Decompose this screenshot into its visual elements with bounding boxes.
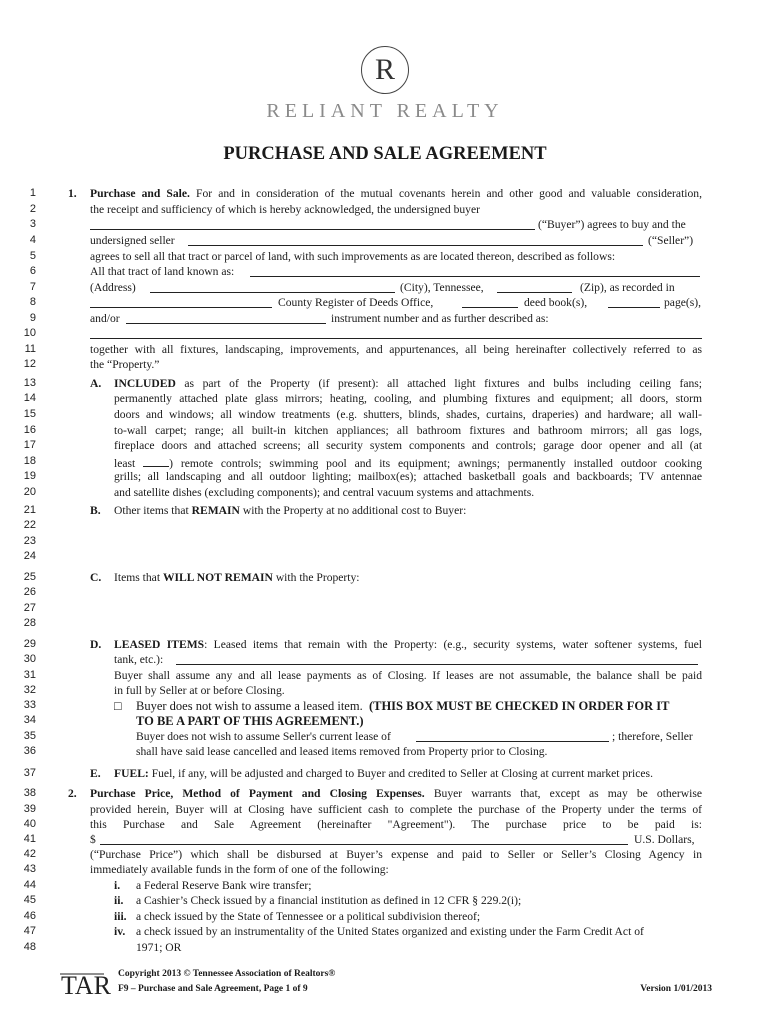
line-46: a check issued by the State of Tennessee or a political subdivision thereof;	[136, 910, 481, 923]
line-40: this Purchase and Sale Agreement (hereinafter "Agreement"). The purchase price to be paid is:	[90, 818, 702, 831]
line-number: 13	[23, 377, 36, 389]
item-c-label: C.	[90, 571, 102, 584]
property-description-field[interactable]	[90, 338, 702, 339]
line-number: 11	[24, 343, 36, 355]
item-d-heading: LEASED ITEMS	[114, 638, 205, 651]
line-39: provided herein, Buyer will at Closing have sufficient cash to complete the purchase of the Property under the terms of	[90, 803, 702, 816]
line-number: 30	[23, 653, 36, 665]
leased-items-field[interactable]	[176, 664, 698, 665]
line-number: 38	[23, 787, 36, 799]
line-number: 7	[29, 281, 36, 293]
footer-copyright: Copyright 2013 © Tennessee Association of Realtors®	[118, 969, 336, 979]
line-number: 18	[23, 455, 36, 467]
line-number: 26	[23, 586, 36, 598]
line-12: the “Property.”	[90, 358, 160, 371]
line-7-city: (City), Tennessee,	[400, 281, 484, 294]
line-48: 1971; OR	[136, 941, 182, 954]
line-19: grills; all landscaping and all outdoor lighting; mailbox(es); attached basketball goals and backboards; TV antennae	[114, 470, 702, 483]
tar-logo-text: TAR	[61, 971, 111, 1000]
line-3: (“Buyer”) agrees to buy and the	[538, 218, 686, 231]
logo-company-name: RELIANT REALTY	[266, 100, 504, 122]
line-2: the receipt and sufficiency of which is hereby acknowledged, the undersigned buyer	[90, 203, 480, 216]
line-number: 22	[23, 519, 36, 531]
remote-count-field[interactable]	[143, 455, 169, 467]
line-number: 17	[23, 439, 36, 451]
line-8-county: County Register of Deeds Office,	[278, 296, 434, 309]
line-number: 29	[23, 638, 36, 650]
line-35-a: Buyer does not wish to assume Seller's current lease of	[136, 730, 391, 743]
line-number: 28	[23, 617, 36, 629]
line-9-instrument: instrument number and as further described as:	[331, 312, 549, 325]
line-number: 40	[23, 818, 36, 830]
line-47: a check issued by an instrumentality of the United States organized and existing under the Farm Credit Act of	[136, 925, 644, 938]
line-37-text: Fuel, if any, will be adjusted and charged to Buyer and credited to Seller at Closing at current market prices.	[151, 767, 653, 780]
line-number: 48	[23, 941, 36, 953]
line-33-a: Buyer does not wish to assume a leased item.	[136, 699, 363, 713]
line-4-label: undersigned seller	[90, 234, 175, 247]
line-number: 43	[23, 863, 36, 875]
section-2-number: 2.	[68, 787, 77, 800]
line-number: 12	[23, 358, 36, 370]
section-1-number: 1.	[68, 187, 77, 200]
page-field[interactable]	[608, 307, 660, 308]
line-45: a Cashier’s Check issued by a financial institution as defined in 12 CFR § 229.2(i);	[136, 894, 522, 907]
line-25-not-remain: WILL NOT REMAIN	[162, 571, 273, 584]
line-number: 4	[29, 234, 36, 246]
line-25-c: with the Property:	[275, 571, 360, 584]
line-25-a: Items that	[114, 571, 161, 584]
line-4-seller: (“Seller”)	[648, 234, 694, 247]
line-7-address: (Address)	[90, 281, 136, 294]
instrument-number-field[interactable]	[126, 323, 326, 324]
item-ii-label: ii.	[114, 894, 124, 907]
line-43: immediately available funds in the form of one of the following:	[90, 863, 389, 876]
line-number: 42	[23, 848, 36, 860]
line-11: together with all fixtures, landscaping, improvements, and appurtenances, all being hereinafter collectively referred to as	[90, 343, 702, 356]
property-known-as-field[interactable]	[250, 276, 700, 277]
line-number: 21	[23, 504, 36, 516]
line-38-text: Buyer warrants that, except as may be otherwise	[433, 787, 702, 800]
line-32: in full by Seller at or before Closing.	[114, 684, 285, 697]
line-number: 8	[29, 296, 36, 308]
line-number: 32	[23, 684, 36, 696]
line-29	[114, 638, 702, 652]
line-8-deed: deed book(s),	[524, 296, 588, 309]
item-a-label: A.	[90, 377, 102, 390]
line-14: permanently attached plate glass mirrors; heating, cooling, and plumbing fixtures and equipment; all doors, storm	[114, 392, 702, 405]
line-number: 3	[29, 218, 36, 230]
item-i-label: i.	[114, 879, 121, 892]
line-number: 23	[23, 535, 36, 547]
line-number: 34	[23, 714, 36, 726]
line-13-text: as part of the Property (if present): all attached light fixtures and bulbs including ceiling fans;	[184, 377, 702, 390]
line-number: 33	[23, 699, 36, 711]
purchase-price-field[interactable]	[100, 844, 628, 845]
line-number: 31	[23, 669, 36, 681]
line-36: shall have said lease cancelled and leased items removed from Property prior to Closing.	[136, 745, 548, 758]
line-29-text: : Leased items that remain with the Property: (e.g., security systems, water softener systems, fuel	[204, 638, 702, 651]
line-1-text: For and in consideration of the mutual covenants herein and other good and valuable consideration,	[196, 187, 702, 200]
line-number: 37	[23, 767, 36, 779]
line-9-andor: and/or	[90, 312, 120, 325]
line-41-usd: U.S. Dollars,	[634, 833, 695, 846]
line-number: 39	[23, 803, 36, 815]
tar-logo-icon	[60, 968, 111, 1000]
section-2-heading: Purchase Price, Method of Payment and Closing Expenses.	[90, 787, 425, 800]
line-21-c: with the Property at no additional cost to Buyer:	[242, 504, 467, 517]
line-7-zip: (Zip), as recorded in	[580, 281, 675, 294]
line-35-b: ; therefore, Seller	[612, 730, 693, 743]
line-number: 44	[23, 879, 36, 891]
line-number: 45	[23, 894, 36, 906]
line-44: a Federal Reserve Bank wire transfer;	[136, 879, 312, 892]
line-13	[114, 377, 702, 391]
line-21	[114, 504, 466, 518]
line-25	[114, 571, 360, 585]
line-number: 14	[23, 392, 36, 404]
item-a-heading: INCLUDED	[114, 377, 176, 390]
company-logo	[0, 46, 770, 123]
line-15: doors and windows; all window treatments (e.g. shutters, blinds, shades, curtains, draperies) and hardware; all wall-	[114, 408, 702, 421]
item-d-label: D.	[90, 638, 102, 651]
line-41-dollar: $	[90, 833, 96, 846]
line-number: 16	[23, 424, 36, 436]
line-20: and satellite dishes (excluding components); and central vacuum systems and attachments.	[114, 486, 535, 499]
line-number: 5	[29, 250, 36, 262]
line-number: 36	[23, 745, 36, 757]
county-field[interactable]	[90, 307, 272, 308]
item-iv-label: iv.	[114, 925, 126, 938]
line-number: 24	[23, 550, 36, 562]
line-30: tank, etc.):	[114, 653, 164, 666]
line-8-page: page(s),	[664, 296, 702, 309]
item-b-label: B.	[90, 504, 101, 517]
logo-emblem: R	[361, 46, 409, 94]
item-e-heading: FUEL:	[114, 767, 149, 780]
line-number: 2	[29, 203, 36, 215]
leased-item-checkbox[interactable]: □	[114, 699, 122, 713]
line-21-a: Other items that	[114, 504, 189, 517]
seller-name-field[interactable]	[188, 245, 643, 246]
footer-form-page: F9 – Purchase and Sale Agreement, Page 1 of 9	[118, 984, 308, 994]
line-number: 35	[23, 730, 36, 742]
line-number: 46	[23, 910, 36, 922]
line-number: 41	[23, 833, 36, 845]
address-field[interactable]	[150, 292, 395, 293]
line-1	[90, 187, 702, 201]
seller-lease-field[interactable]	[416, 741, 609, 742]
line-33-b: (THIS BOX MUST BE CHECKED IN ORDER FOR IT	[368, 699, 670, 713]
line-6: All that tract of land known as:	[90, 265, 235, 278]
line-number: 19	[23, 470, 36, 482]
buyer-name-field[interactable]	[90, 229, 535, 230]
line-18	[114, 455, 702, 471]
line-number: 1	[29, 187, 36, 199]
item-iii-label: iii.	[114, 910, 127, 923]
line-number: 10	[23, 327, 36, 339]
item-e-label: E.	[90, 767, 101, 780]
line-number: 27	[23, 602, 36, 614]
line-number: 6	[29, 265, 36, 277]
page-footer	[60, 966, 712, 1006]
page-title: PURCHASE AND SALE AGREEMENT	[223, 144, 547, 164]
line-16: to-wall carpet; range; all built-in kitchen appliances; all bathroom fixtures and bathroom mirrors; all gas logs,	[114, 424, 702, 437]
line-42: (“Purchase Price”) which shall be disbursed at Buyer’s expense and paid to Seller or Seller’s Closing Agency in	[90, 848, 702, 861]
zip-field[interactable]	[497, 292, 572, 293]
line-number: 15	[23, 408, 36, 420]
line-5: agrees to sell all that tract or parcel of land, with such improvements as are located thereon, described as follows:	[90, 250, 616, 263]
line-38	[90, 787, 702, 801]
line-18-least: least	[114, 457, 136, 470]
line-number: 20	[23, 486, 36, 498]
line-number: 25	[23, 571, 36, 583]
line-17: fireplace doors and attached screens; all security system components and controls; garage door opener and all (at	[114, 439, 702, 452]
deed-book-field[interactable]	[462, 307, 518, 308]
line-37	[114, 767, 653, 781]
line-34: TO BE A PART OF THIS AGREEMENT.)	[136, 714, 364, 728]
line-number: 9	[29, 312, 36, 324]
line-number: 47	[23, 925, 36, 937]
line-31: Buyer shall assume any and all lease payments as of Closing. If leases are not assumable, the balance shall be paid	[114, 669, 702, 682]
footer-version: Version 1/01/2013	[640, 984, 712, 994]
line-18-text: ) remote controls; swimming pool and its equipment; awnings; permanently installed outdoor cooking	[169, 457, 702, 470]
section-1-heading: Purchase and Sale.	[90, 187, 190, 200]
line-33	[136, 699, 669, 713]
line-21-remain: REMAIN	[191, 504, 240, 517]
